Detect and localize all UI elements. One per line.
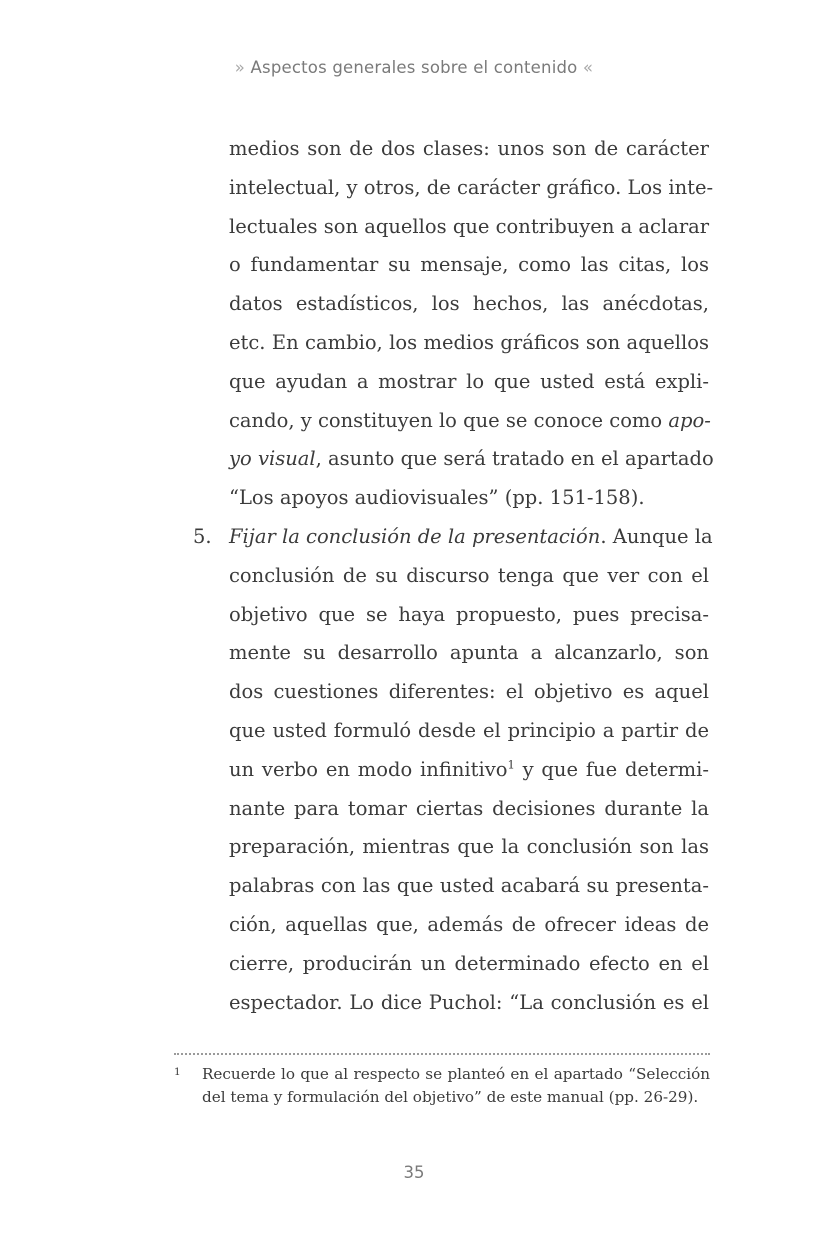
header-title: Aspectos generales sobre el contenido (250, 58, 578, 77)
footnote (174, 1063, 710, 1108)
body-line: objetivo que se haya propuesto, pues precisa- (229, 602, 709, 626)
body-text-segment: un verbo en modo infinitivo (229, 757, 508, 781)
body-text-segment: cando, y constituyen lo que se conoce como (229, 408, 669, 432)
list-item-number: 5. (193, 524, 212, 548)
body-line: etc. En cambio, los medios gráficos son aquellos (229, 330, 709, 354)
body-line: que ayudan a mostrar lo que usted está expli- (229, 369, 709, 393)
body-line: medios son de dos clases: unos son de carácter (229, 137, 709, 160)
body-line: dos cuestiones diferentes: el objetivo es aquel (229, 680, 709, 704)
body-line: nante para tomar ciertas decisiones durante la (229, 796, 709, 820)
footnote-separator (174, 1053, 710, 1055)
italic-term: yo visual (229, 447, 316, 471)
body-text (193, 130, 714, 1022)
body-line: intelectual, y otros, de carácter gráfico. Los inte- (229, 175, 714, 199)
body-line (229, 402, 709, 441)
body-text-segment: y que fue determi- (514, 757, 709, 781)
body-line: o fundamentar su mensaje, como las citas, los (229, 253, 709, 277)
list-item-5-first-line (193, 518, 713, 557)
body-line (229, 440, 714, 479)
body-line: “Los apoyos audiovisuales” (pp. 151-158). (229, 486, 645, 510)
body-line: preparación, mientras que la conclusión son las (229, 835, 709, 859)
body-text-segment: , asunto que será tratado en el apartado (315, 447, 714, 471)
header-close-mark: « (582, 58, 594, 77)
body-line: espectador. Lo dice Puchol: “La conclusión es el (229, 990, 709, 1014)
body-line: cierre, producirán un determinado efecto en el (229, 951, 709, 975)
body-line: conclusión de su discurso tenga que ver con el (229, 563, 709, 587)
footnote-reference[interactable]: 1 (507, 757, 515, 772)
italic-term: apo- (668, 408, 711, 432)
body-line: ción, aquellas que, además de ofrecer ideas de (229, 912, 709, 936)
item-title: Fijar la conclusión de la presentación (229, 524, 601, 548)
body-line: palabras con las que usted acabará su presenta- (229, 874, 709, 898)
footnote-line: Recuerde lo que al respecto se planteó en el apartado “Selección (202, 1065, 710, 1083)
body-line: datos estadísticos, los hechos, las anécdotas, (229, 292, 709, 316)
footnote-text (202, 1063, 710, 1108)
running-header (0, 58, 828, 77)
body-line: que usted formuló desde el principio a partir de (229, 718, 709, 742)
footnote-line: del tema y formulación del objetivo” de este manual (pp. 26-29). (202, 1087, 699, 1106)
page-number: 35 (403, 1163, 425, 1182)
body-line: mente su desarrollo apunta a alcanzarlo, son (229, 641, 709, 665)
header-open-mark: » (234, 58, 246, 77)
footnote-mark: 1 (174, 1066, 181, 1078)
body-line: lectuales son aquellos que contribuyen a aclarar (229, 214, 710, 238)
body-text-segment: . Aunque la (600, 524, 713, 548)
body-line (229, 751, 709, 790)
